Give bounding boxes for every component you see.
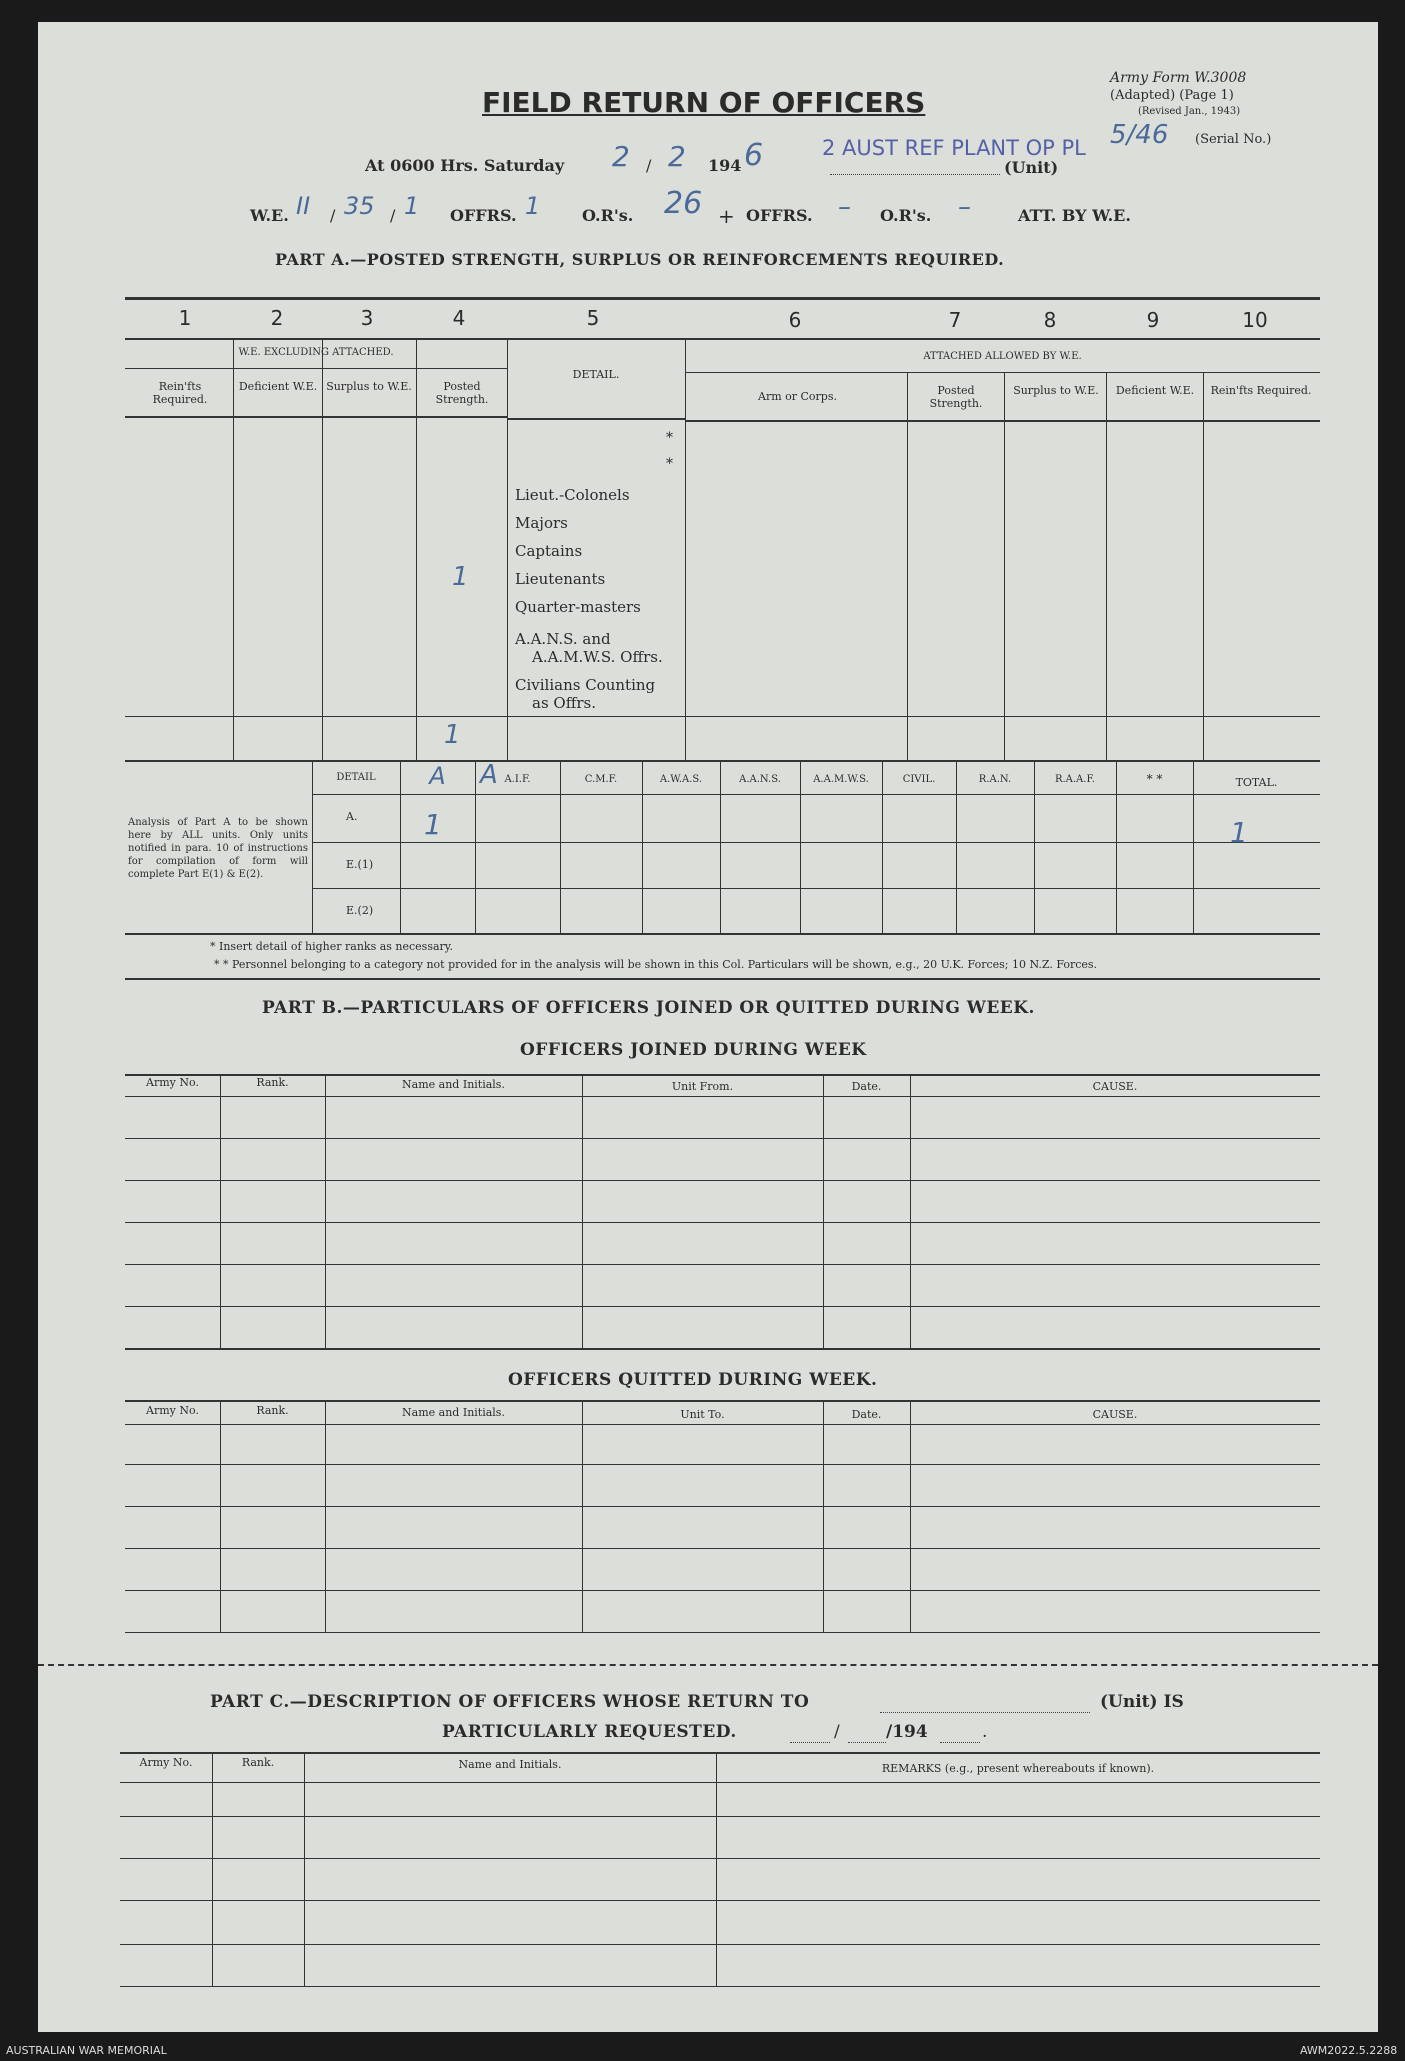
col-number: 1 (178, 306, 192, 330)
joined-vline (220, 1074, 221, 1350)
quitted-vline (582, 1400, 583, 1632)
analysis-row-label: E.(1) (346, 858, 374, 871)
we-sep-2: / (390, 206, 396, 225)
analysis-bottom (125, 933, 1320, 935)
col-number: 3 (360, 306, 374, 330)
at-label: At 0600 Hrs. Saturday (365, 156, 565, 175)
part-c-header: Name and Initials. (458, 1758, 562, 1771)
analysis-vline (642, 762, 643, 934)
posted-total: 1 (444, 720, 461, 750)
header-c3: Surplus to W.E. (326, 380, 412, 393)
quitted-header: CAUSE. (1092, 1408, 1138, 1421)
part-c-vline (212, 1752, 213, 1986)
part-c-vline (304, 1752, 305, 1986)
analysis-col: TOTAL. (1235, 776, 1278, 789)
col-number: 6 (788, 308, 802, 332)
analysis-vline (560, 762, 561, 934)
header-c1: Rein'fts Required. (152, 380, 208, 406)
analysis-vline (956, 762, 957, 934)
joined-header: Unit From. (671, 1080, 734, 1093)
joined-row-rule (125, 1306, 1320, 1307)
rank-label: A.A.N.S. and (515, 630, 611, 648)
footer-left: AUSTRALIAN WAR MEMORIAL (6, 2044, 167, 2057)
joined-row-rule (125, 1180, 1320, 1181)
part-c-year: /194 (886, 1722, 928, 1742)
plus-sign: + (718, 204, 735, 228)
we-value-2: 35 (344, 192, 375, 220)
col-number: 10 (1242, 308, 1268, 332)
joined-header: CAUSE. (1092, 1080, 1138, 1093)
analysis-col: A.W.A.S. (659, 774, 703, 785)
header-c8: Surplus to W.E. (1013, 384, 1099, 397)
joined-row-rule (125, 1138, 1320, 1139)
part-a-vline (1106, 372, 1107, 760)
analysis-vline (1116, 762, 1117, 934)
col-number: 8 (1043, 308, 1057, 332)
analysis-head-rule (312, 794, 1320, 795)
part-c-requested: PARTICULARLY REQUESTED. (442, 1722, 737, 1742)
header-c2: Deficient W.E. (238, 380, 318, 393)
rank-label: Majors (515, 514, 568, 532)
part-c-header: Rank. (241, 1756, 275, 1769)
analysis-note: Analysis of Part A to be shown here by ALL units. Only units notified in para. 10 of instructions for compilation of form will complete Part E(1) & E(2). (128, 817, 308, 880)
ors-value: 26 (664, 186, 703, 221)
year-prefix: 194 (708, 156, 742, 175)
serial-label: (Serial No.) (1195, 132, 1272, 147)
ors-label: O.R's. (582, 206, 634, 225)
we-sep-1: / (330, 206, 336, 225)
col-number: 2 (270, 306, 284, 330)
quitted-header: Army No. (146, 1404, 199, 1417)
part-a-top-rule (125, 297, 1320, 300)
rank-label: Captains (515, 542, 583, 560)
analysis-col: DETAIL (336, 772, 376, 783)
part-c-unit: (Unit) IS (1100, 1692, 1184, 1712)
quitted-row-rule (125, 1506, 1320, 1507)
part-a-head-rule (125, 416, 507, 418)
analysis-col: A.A.N.S. (739, 774, 781, 785)
group-header-left: W.E. EXCLUDING ATTACHED. (238, 347, 394, 358)
col-number: 4 (452, 306, 466, 330)
part-a-group-rule-r (685, 372, 1320, 373)
asterisk: * (666, 430, 673, 446)
header-c6: Arm or Corps. (758, 390, 837, 403)
header-c9: Deficient W.E. (1115, 384, 1195, 397)
unit-line (830, 174, 1000, 175)
offrs-value: 1 (525, 192, 541, 220)
year-suffix: 6 (744, 138, 764, 173)
part-a-title: PART A.—POSTED STRENGTH, SURPLUS OR REINFORCEMENTS REQUIRED. (275, 250, 1005, 269)
joined-head-rule (125, 1096, 1320, 1097)
quitted-vline (823, 1400, 824, 1632)
part-c-date-sep: / (834, 1722, 840, 1742)
header-c4: Posted Strength. (435, 380, 489, 406)
form-id: Army Form W.3008 (1110, 70, 1247, 86)
quitted-row-rule (125, 1590, 1320, 1591)
part-a-detail-rule (507, 418, 685, 420)
part-a-vline (685, 340, 686, 760)
rank-label: as Offrs. (532, 694, 596, 712)
part-a-group-rule (125, 368, 507, 369)
part-a-head-rule-r (685, 420, 1320, 422)
col-number: 7 (948, 308, 962, 332)
part-c-date-line (848, 1742, 886, 1743)
analysis-col-mark: A (429, 762, 446, 790)
part-c-header: Army No. (139, 1756, 193, 1769)
aif-mark: A (480, 760, 498, 790)
part-a-vline (507, 340, 508, 760)
part-c-row-rule (120, 1944, 1320, 1945)
form-title: FIELD RETURN OF OFFICERS (482, 86, 926, 119)
analysis-col: A.A.M.W.S. (813, 774, 869, 785)
joined-header: Date. (851, 1080, 882, 1093)
form-adapted: (Adapted) (Page 1) (1110, 88, 1234, 103)
date-month: 2 (668, 140, 686, 173)
joined-bottom (125, 1348, 1320, 1350)
joined-title: OFFICERS JOINED DURING WEEK (520, 1040, 867, 1060)
part-c-vline (716, 1752, 717, 1986)
analysis-vline (1034, 762, 1035, 934)
offrs2-label: OFFRS. (746, 206, 813, 225)
unit-label: (Unit) (1004, 158, 1059, 177)
analysis-vline (882, 762, 883, 934)
joined-row-rule (125, 1264, 1320, 1265)
we-value-1: II (296, 192, 311, 220)
att-label: ATT. BY W.E. (1018, 206, 1131, 225)
part-a-vline (233, 340, 234, 760)
quitted-header: Unit To. (680, 1408, 725, 1421)
part-c-row-rule (120, 1900, 1320, 1901)
analysis-col: R.A.A.F. (1054, 774, 1096, 785)
ors2-label: O.R's. (880, 206, 932, 225)
rank-label: Quarter-masters (515, 598, 641, 616)
analysis-vline (312, 762, 313, 934)
quitted-row-rule (125, 1548, 1320, 1549)
analysis-total-value: 1 (1230, 816, 1248, 849)
asterisk: * (666, 456, 673, 472)
joined-row-rule (125, 1222, 1320, 1223)
joined-header: Army No. (146, 1076, 199, 1089)
part-c-top (120, 1752, 1320, 1754)
we-value-3: 1 (404, 192, 420, 220)
quitted-header: Rank. (256, 1404, 289, 1417)
analysis-col: * * (1146, 772, 1163, 786)
analysis-col: C.M.F. (584, 774, 618, 785)
rank-label: Civilians Counting (515, 676, 656, 694)
quitted-header: Date. (851, 1408, 882, 1421)
footer-right: AWM2022.5.2288 (1300, 2044, 1398, 2057)
part-a-num-rule (125, 338, 1320, 340)
col-number: 5 (586, 306, 600, 330)
part-a-vline (907, 372, 908, 760)
header-c10: Rein'fts Required. (1210, 384, 1312, 397)
header-c7: Posted Strength. (929, 384, 983, 410)
part-a-vline (1203, 372, 1204, 760)
quitted-vline (325, 1400, 326, 1632)
analysis-row-label: A. (346, 810, 358, 823)
part-c-year-line (940, 1742, 980, 1743)
part-c-row-rule (120, 1858, 1320, 1859)
analysis-col: A.I.F. (504, 774, 531, 785)
quitted-vline (910, 1400, 911, 1632)
form-revised: (Revised Jan., 1943) (1138, 106, 1241, 117)
analysis-col: R.A.N. (978, 774, 1012, 785)
ors2-value: – (958, 192, 971, 222)
part-a-end-rule (125, 978, 1320, 980)
rank-label: Lieut.-Colonels (515, 486, 630, 504)
col-number: 9 (1146, 308, 1160, 332)
analysis-rule (312, 888, 1320, 889)
group-header-right: ATTACHED ALLOWED BY W.E. (923, 351, 1082, 362)
part-c-title: PART C.—DESCRIPTION OF OFFICERS WHOSE RETURN TO (210, 1692, 810, 1712)
date-day: 2 (612, 140, 630, 173)
footnote: * * Personnel belonging to a category not provided for in the analysis will be shown in this Col. Particulars will be shown, e.g., 20 U.K. Forces; 10 N.Z. Forces. (214, 958, 1098, 971)
analysis-vline (475, 762, 476, 934)
header-c5: DETAIL. (572, 368, 620, 381)
perforation-line (38, 1664, 1378, 1666)
joined-vline (910, 1074, 911, 1350)
part-c-unit-line (880, 1712, 1090, 1713)
rank-label: A.A.M.W.S. Offrs. (532, 648, 663, 666)
part-c-period: . (982, 1722, 988, 1742)
part-a-vline (322, 340, 323, 760)
joined-vline (582, 1074, 583, 1350)
analysis-a-value: 1 (424, 808, 442, 841)
quitted-row-rule (125, 1464, 1320, 1465)
joined-header: Name and Initials. (402, 1078, 505, 1091)
part-b-title: PART B.—PARTICULARS OF OFFICERS JOINED OR QUITTED DURING WEEK. (262, 998, 1035, 1018)
part-a-total-rule (125, 716, 1320, 717)
part-c-head-rule (120, 1782, 1320, 1783)
part-c-row-rule (120, 1816, 1320, 1817)
offrs2-value: – (838, 192, 851, 222)
we-label: W.E. (250, 206, 289, 225)
quitted-top (125, 1400, 1320, 1402)
analysis-rule (312, 842, 1320, 843)
joined-vline (325, 1074, 326, 1350)
unit-stamp: 2 AUST REF PLANT OP PL (822, 136, 1086, 160)
date-sep: / (646, 156, 652, 175)
part-a-vline (1004, 372, 1005, 760)
joined-header: Rank. (256, 1076, 289, 1089)
serial-value: 5/46 (1110, 120, 1169, 150)
analysis-vline (800, 762, 801, 934)
part-a-vline (416, 340, 417, 760)
quitted-vline (220, 1400, 221, 1632)
part-c-bottom (120, 1986, 1320, 1987)
analysis-col: CIVIL. (902, 774, 936, 785)
analysis-row-label: E.(2) (346, 904, 374, 917)
rank-label: Lieutenants (515, 570, 606, 588)
quitted-header: Name and Initials. (402, 1406, 505, 1419)
part-a-bottom-rule (125, 760, 1320, 762)
offrs-label: OFFRS. (450, 206, 517, 225)
quitted-bottom (125, 1632, 1320, 1633)
part-c-date-line (790, 1742, 830, 1743)
joined-vline (823, 1074, 824, 1350)
posted-lieutenants: 1 (452, 562, 469, 592)
analysis-vline (720, 762, 721, 934)
quitted-head-rule (125, 1424, 1320, 1425)
quitted-title: OFFICERS QUITTED DURING WEEK. (508, 1370, 878, 1390)
part-c-header: REMARKS (e.g., present whereabouts if known). (881, 1762, 1155, 1775)
footnote: * Insert detail of higher ranks as necessary. (210, 940, 454, 953)
